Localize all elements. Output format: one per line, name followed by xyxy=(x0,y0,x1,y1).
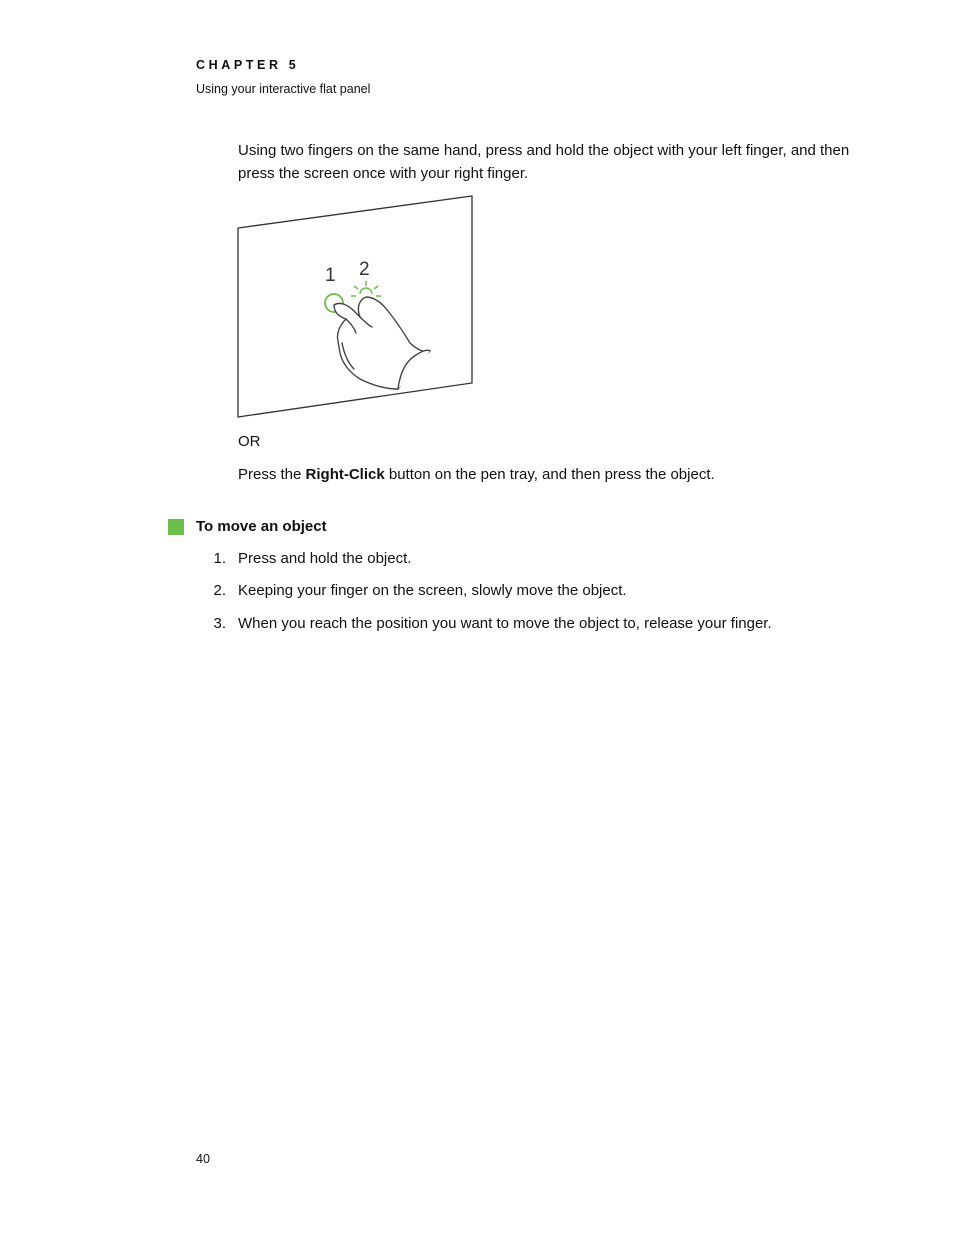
step-text: Keeping your finger on the screen, slowly move the object. xyxy=(238,582,627,599)
step-text: When you reach the position you want to move the object to, release your finger. xyxy=(238,615,772,632)
finger-label-2: 2 xyxy=(359,259,370,280)
panel-outline xyxy=(238,196,472,417)
instruction-prefix: Press the xyxy=(238,466,306,483)
section-heading: To move an object xyxy=(196,518,327,535)
intro-paragraph: Using two fingers on the same hand, press and hold the object with your left finger, and then press the screen once with your right finger. xyxy=(238,142,850,182)
finger-label-1: 1 xyxy=(325,265,336,286)
step-text: Press and hold the object. xyxy=(238,550,412,567)
or-separator: OR xyxy=(238,433,261,450)
right-click-term: Right-Click xyxy=(305,466,385,483)
step-number: 1. xyxy=(213,550,226,567)
chapter-label: CHAPTER 5 xyxy=(196,58,300,72)
section-marker-icon xyxy=(168,519,184,535)
instruction-suffix: button on the pen tray, and then press the object. xyxy=(384,466,715,483)
step-number: 2. xyxy=(213,582,226,599)
right-click-instruction xyxy=(238,463,715,486)
chapter-title: Using your interactive flat panel xyxy=(196,82,371,96)
step-number: 3. xyxy=(213,615,226,632)
page-number: 40 xyxy=(196,1152,210,1166)
two-finger-press-illustration xyxy=(236,193,476,423)
